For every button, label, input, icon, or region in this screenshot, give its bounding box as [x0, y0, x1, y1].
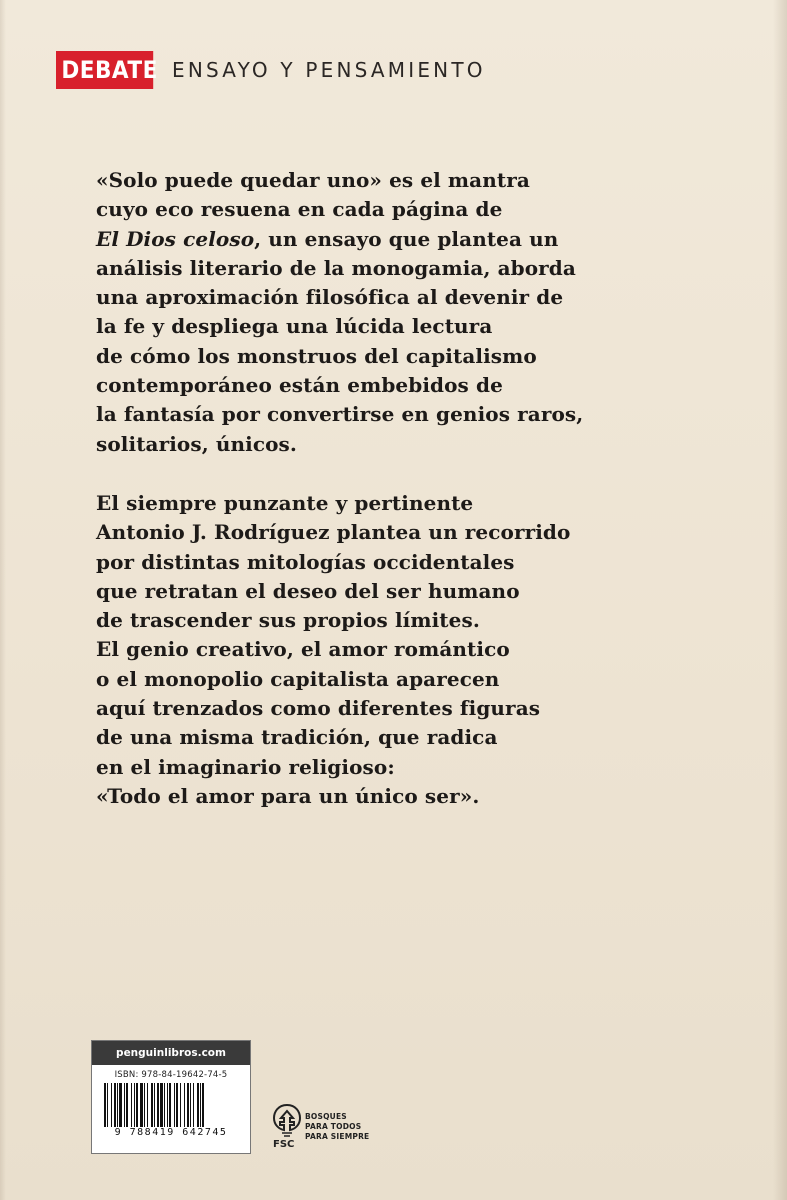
blurb — [96, 166, 584, 811]
barcode-bar — [104, 1083, 106, 1127]
blurb-line: una aproximación filosófica al devenir de — [96, 285, 564, 310]
barcode-bar — [126, 1083, 128, 1127]
barcode-bar — [190, 1083, 191, 1127]
barcode-bar — [200, 1083, 201, 1127]
blurb-line: El genio creativo, el amor romántico — [96, 637, 510, 662]
barcode-bar — [157, 1083, 159, 1127]
blurb-line: en el imaginario religioso: — [96, 754, 395, 779]
barcode-bar — [154, 1083, 155, 1127]
book-title: El Dios celoso — [96, 226, 255, 251]
barcode-image — [101, 1083, 241, 1127]
isbn-label: ISBN: 978-84-19642-74-5 — [114, 1070, 228, 1080]
blurb-line: por distintas mitologías occidentales — [96, 549, 515, 574]
barcode-bar — [160, 1083, 163, 1127]
blurb-line: «Solo puede quedar uno» es el mantra — [96, 168, 530, 192]
barcode-bar — [202, 1083, 204, 1127]
header — [56, 51, 486, 89]
blurb-paragraph-2 — [96, 489, 571, 811]
blurb-line: contemporáneo están embebidos de — [96, 373, 503, 398]
publisher-website: penguinlibros.com — [92, 1041, 250, 1065]
barcode-bar — [134, 1083, 135, 1127]
blurb-line: aquí trenzados como diferentes figuras — [96, 696, 541, 721]
barcode-bar — [140, 1083, 143, 1127]
barcode-bar — [111, 1083, 112, 1127]
blurb-line: la fantasía por convertirse en genios raros, — [96, 402, 584, 427]
blurb-line: la fe y despliega una lúcida lectura — [96, 314, 493, 339]
barcode-bar — [187, 1083, 189, 1127]
barcode-bar — [119, 1083, 122, 1127]
barcode-bar — [107, 1083, 108, 1127]
barcode-bar — [114, 1083, 116, 1127]
barcode-bar — [197, 1083, 199, 1127]
barcode-bar — [147, 1083, 148, 1127]
blurb-line: de cómo los monstruos del capitalismo — [96, 343, 537, 368]
blurb-line: Antonio J. Rodríguez plantea un recorrido — [96, 520, 571, 545]
fsc-mark — [271, 1103, 391, 1153]
barcode-block — [91, 1040, 251, 1154]
barcode-bar — [131, 1083, 132, 1127]
barcode-bar — [167, 1083, 168, 1127]
blurb-line: cuyo eco resuena en cada página de — [96, 197, 503, 222]
barcode-bar — [180, 1083, 181, 1127]
barcode-bar — [174, 1083, 175, 1127]
barcode-bar — [151, 1083, 153, 1127]
blurb-line: solitarios, únicos. — [96, 431, 297, 456]
blurb-paragraph-1 — [96, 166, 584, 459]
barcode-bar — [136, 1083, 138, 1127]
publisher-logo: DEBATE — [56, 51, 153, 89]
blurb-line — [96, 225, 566, 254]
barcode-bar — [184, 1083, 185, 1127]
blurb-line: de trascender sus propios límites. — [96, 608, 480, 633]
fsc-slogan-line: BOSQUES — [305, 1112, 347, 1121]
blurb-line-rest: , un ensayo que plantea un — [254, 226, 559, 251]
fsc-tree-icon — [271, 1103, 303, 1139]
blurb-line: «Todo el amor para un único ser». — [96, 783, 480, 808]
fsc-slogan — [305, 1112, 369, 1142]
barcode-digits: 9 788419 642745 — [114, 1127, 228, 1138]
barcode-bar — [144, 1083, 145, 1127]
fsc-label: FSC — [273, 1139, 295, 1150]
blurb-line: análisis literario de la monogamia, aborda — [96, 255, 576, 280]
barcode-bar — [164, 1083, 165, 1127]
blurb-line: que retratan el deseo del ser humano — [96, 578, 520, 603]
barcode-bar — [169, 1083, 171, 1127]
cover-left-edge — [0, 0, 6, 1200]
fsc-slogan-line: PARA TODOS — [305, 1122, 362, 1131]
barcode-bar — [124, 1083, 125, 1127]
fsc-slogan-line: PARA SIEMPRE — [305, 1132, 370, 1141]
blurb-line: o el monopolio capitalista aparecen — [96, 666, 500, 691]
barcode-bar — [193, 1083, 194, 1127]
blurb-line: de una misma tradición, que radica — [96, 725, 498, 750]
collection-name: ENSAYO Y PENSAMIENTO — [172, 58, 486, 82]
barcode-bar — [117, 1083, 118, 1127]
cover-right-edge — [773, 0, 787, 1200]
barcode-bar — [176, 1083, 178, 1127]
blurb-line: El siempre punzante y pertinente — [96, 490, 474, 515]
